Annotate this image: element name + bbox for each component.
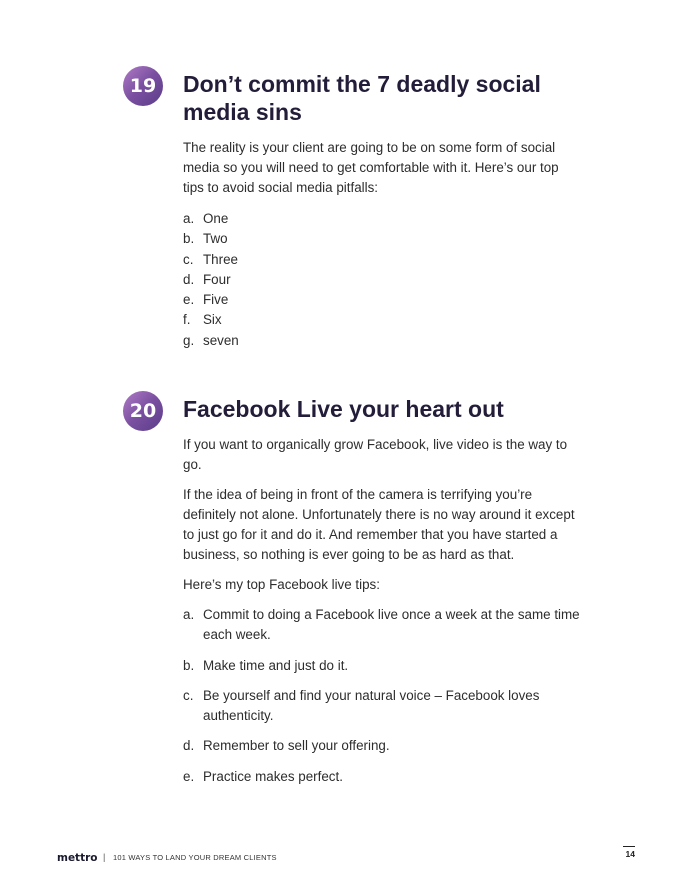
footer-separator: |	[103, 852, 106, 862]
section-content	[183, 395, 583, 797]
list-item: g. seven	[183, 332, 239, 348]
sins-list	[183, 209, 583, 351]
list-item: d. Four	[183, 271, 231, 287]
section-paragraph: Here’s my top Facebook live tips:	[183, 577, 380, 592]
list-item: c. Three	[183, 251, 238, 267]
brand-logo: mettro	[57, 852, 98, 864]
tips-list	[183, 605, 583, 787]
list-item: e. Practice makes perfect.	[183, 768, 343, 784]
list-item: c. Be yourself and find your natural voice – Facebook loves authenticity.	[183, 687, 540, 724]
list-item: b. Two	[183, 231, 228, 247]
section-number-badge: 19	[123, 66, 163, 106]
section-title	[183, 70, 583, 126]
section-title-line1: Don’t commit the 7 deadly social	[183, 71, 541, 97]
list-item: a. Commit to doing a Facebook live once a week at the same time each week.	[183, 607, 580, 643]
list-item: f. Six	[183, 312, 222, 328]
page-number-rule	[623, 846, 635, 847]
section-content	[183, 70, 583, 351]
page-number: 14	[625, 849, 635, 859]
list-item: d. Remember to sell your offering.	[183, 738, 390, 754]
section-paragraph: If you want to organically grow Facebook, live video is the way to go.	[183, 437, 568, 472]
footer-title: 101 WAYS TO LAND YOUR DREAM CLIENTS	[113, 853, 277, 862]
section-number-badge: 20	[123, 391, 163, 431]
section-title-line2: media sins	[183, 99, 302, 125]
list-item: a. One	[183, 211, 229, 226]
section-title: Facebook Live your heart out	[183, 396, 504, 422]
list-item: b. Make time and just do it.	[183, 657, 349, 673]
section-intro: The reality is your client are going to be on some form of social media so you will need to get comfortable with it. Here’s our top tips to avoid social media pitfalls:	[183, 140, 559, 195]
section-paragraph: If the idea of being in front of the camera is terrifying you’re definitely not alone. Unfortunately there is no way around it except to just go for it and do it. And remember that you have started a business, so nothing is ever going to be as hard as that.	[183, 487, 575, 562]
list-item: e. Five	[183, 292, 229, 308]
page-footer	[57, 849, 637, 866]
